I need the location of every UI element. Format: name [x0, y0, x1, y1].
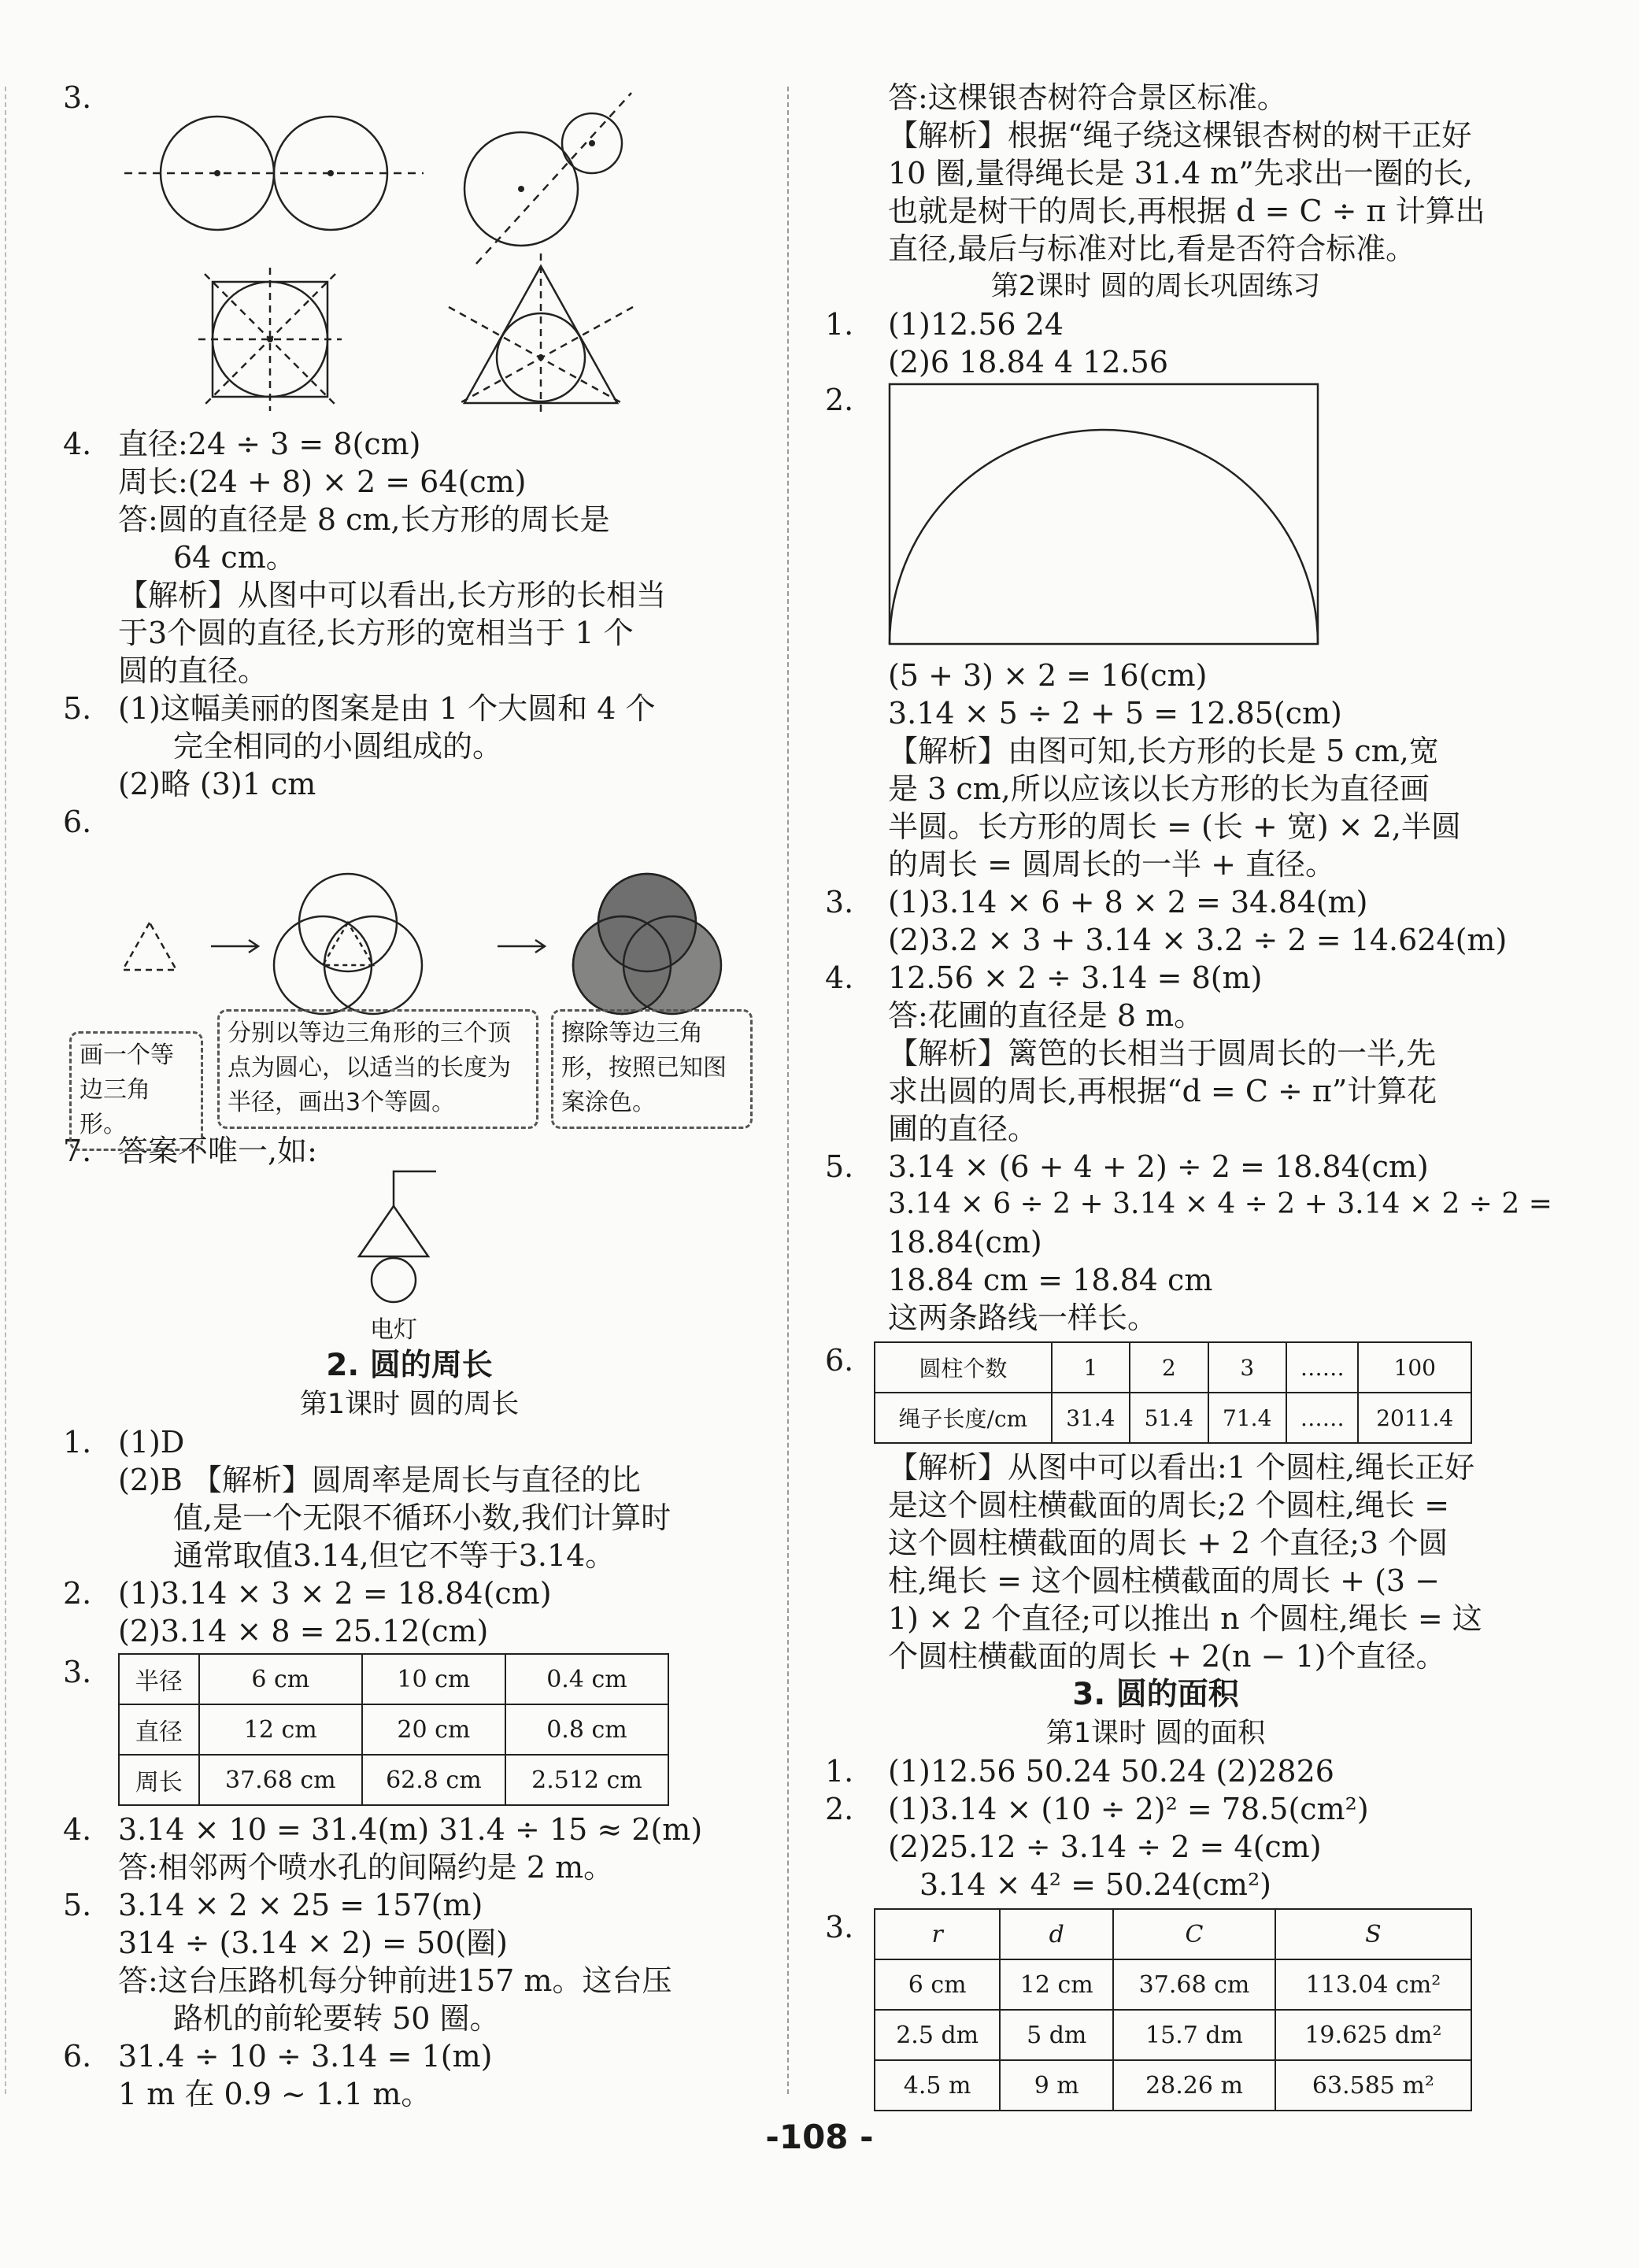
l2-q6-analysis-3: 这个圆柱横截面的周长 + 2 个直径;3 个圆 — [888, 1526, 1448, 1560]
table-cell: 15.7 dm — [1113, 2010, 1275, 2060]
l2-q1-line-2: (2)6 18.84 4 12.56 — [888, 345, 1168, 379]
l2-q4-analysis-3: 圃的直径。 — [888, 1112, 1038, 1146]
table-row — [875, 1393, 1471, 1443]
q6-construction-drawing — [63, 827, 756, 1031]
s2-q2-line-1: 2. (1)3.14 × 3 × 2 = 18.84(cm) — [63, 1576, 552, 1611]
tree-answer: 答:这棵银杏树符合景区标准。 — [888, 80, 1287, 115]
table-row — [119, 1704, 668, 1755]
table-row — [875, 1909, 1471, 1959]
table-cell: 31.4 — [1052, 1393, 1130, 1443]
l2-q4-number: 4. — [825, 960, 854, 995]
s2-q4-line-2: 答:相邻两个喷水孔的间隔约是 2 m。 — [118, 1850, 614, 1885]
table-cell: 2011.4 — [1358, 1393, 1471, 1443]
table-row — [875, 2060, 1471, 2111]
q7-lamp-figure — [63, 1170, 756, 1344]
table-cell: S — [1275, 1909, 1471, 1959]
table-cell: C — [1113, 1909, 1275, 1959]
q5-line-2: 完全相同的小圆组成的。 — [173, 729, 503, 764]
table-row — [119, 1654, 668, 1704]
q4-analysis-end: 圆的直径。 — [118, 653, 268, 688]
table-cell: 12 cm — [199, 1704, 362, 1755]
lesson-2-title: 第2课时 圆的周长巩固练习 — [990, 271, 1321, 302]
table-cell: 绳子长度/cm — [875, 1393, 1052, 1443]
s2-q1-line-4: 通常取值3.14,但它不等于3.14。 — [173, 1538, 616, 1573]
s2-q5-line-2: 314 ÷ (3.14 × 2) = 50(圈) — [118, 1926, 508, 1960]
l2-q5-line-5: 这两条路线一样长。 — [888, 1300, 1158, 1335]
s3-q2-line-3: 3.14 × 4² = 50.24(cm²) — [919, 1867, 1272, 1902]
table-cell: 0.8 cm — [505, 1704, 668, 1755]
q3-geometry-drawings — [63, 79, 756, 425]
tree-analysis-2: 10 圈,量得绳长是 31.4 m”先求出一圈的长, — [888, 156, 1473, 191]
l2-q1-line-1: 1. (1)12.56 24 — [825, 307, 1064, 342]
section-3-title: 3. 圆的面积 — [1072, 1677, 1239, 1712]
table-cell: 51.4 — [1130, 1393, 1208, 1443]
s2-q6-number: 6. — [63, 2039, 92, 2074]
table-cell: 63.585 m² — [1275, 2060, 1471, 2111]
s3-q2-line-2: (2)25.12 ÷ 3.14 ÷ 2 = 4(cm) — [888, 1830, 1322, 1864]
l2-q3-line-1: 3. (1)3.14 × 6 + 8 × 2 = 34.84(m) — [825, 885, 1368, 919]
q3-number: 3. — [63, 80, 92, 115]
l2-q2-analysis-2: 是 3 cm,所以应该以长方形的长为直径画 — [888, 771, 1430, 806]
q7-line: 7. 答案不唯一,如: — [63, 1134, 317, 1168]
s2-q1-number: 1. — [63, 1425, 92, 1460]
table-cell: d — [1000, 1909, 1113, 1959]
l2-q2-analysis-1: 【解析】由图可知,长方形的长是 5 cm,宽 — [888, 734, 1439, 768]
q6-step1-box: 画一个等边三角形。 — [69, 1031, 203, 1151]
table-cell: 4.5 m — [875, 2060, 1000, 2111]
table-cell: 直径 — [119, 1704, 199, 1755]
q4-answer: 答:圆的直径是 8 cm,长方形的周长是 — [118, 502, 610, 537]
table-cell: 37.68 cm — [1113, 1959, 1275, 2010]
s2-q5-number: 5. — [63, 1888, 92, 1922]
table-cell: 1 — [1052, 1342, 1130, 1393]
l2-q5-line-1: 5. 3.14 × (6 + 4 + 2) ÷ 2 = 18.84(cm) — [825, 1149, 1429, 1184]
table-cell: 28.26 m — [1113, 2060, 1275, 2111]
table-cell: 12 cm — [1000, 1959, 1113, 2010]
table-row — [875, 2010, 1471, 2060]
table-cell: 10 cm — [362, 1654, 505, 1704]
table-cell: r — [875, 1909, 1000, 1959]
s2-q5-line-3: 答:这台压路机每分钟前进157 m。这台压 — [118, 1963, 672, 1998]
table-cell: 5 dm — [1000, 2010, 1113, 2060]
radius-diameter-table — [118, 1653, 669, 1806]
table-cell: 2.5 dm — [875, 2010, 1000, 2060]
table-cell: 圆柱个数 — [875, 1342, 1052, 1393]
table-cell: 3 — [1208, 1342, 1286, 1393]
right-column — [825, 79, 1552, 2111]
l2-q6 — [825, 1341, 1486, 1444]
q4-analysis: 【解析】从图中可以看出,长方形的长相当 — [118, 578, 667, 612]
s3-q2-number: 2. — [825, 1792, 854, 1826]
l2-q2-line-2: 3.14 × 5 ÷ 2 + 5 = 12.85(cm) — [888, 696, 1342, 731]
l2-q6-number: 6. — [825, 1343, 854, 1378]
l2-q4-line-1: 4. 12.56 × 2 ÷ 3.14 = 8(m) — [825, 960, 1263, 995]
q4-analysis-cont: 于3个圆的直径,长方形的宽相当于 1 个 — [118, 616, 634, 650]
table-cell: …… — [1286, 1393, 1359, 1443]
q6-number: 6. — [63, 805, 92, 839]
l2-q2-number: 2. — [825, 383, 854, 417]
s2-q3 — [63, 1653, 756, 1806]
s3-q3 — [825, 1908, 1486, 2111]
s2-q3-number: 3. — [63, 1655, 92, 1689]
l2-q4-answer: 答:花圃的直径是 8 m。 — [888, 998, 1204, 1033]
l2-q5-line-3: 18.84(cm) — [888, 1225, 1042, 1260]
l2-q6-analysis-2: 是这个圆柱横截面的周长;2 个圆柱,绳长 = — [888, 1488, 1450, 1522]
section-3-lesson-title: 第1课时 圆的面积 — [1045, 1718, 1266, 1749]
s2-q5-line-1: 5. 3.14 × 2 × 25 = 157(m) — [63, 1888, 483, 1922]
table-cell: 6 cm — [199, 1654, 362, 1704]
l2-q4-analysis-2: 求出圆的周长,再根据“d = C ÷ π”计算花 — [888, 1074, 1437, 1108]
table-cell: 100 — [1358, 1342, 1471, 1393]
s2-q1-line-1: 1. (1)D — [63, 1425, 185, 1460]
q5-number: 5. — [63, 691, 92, 726]
page-edge-line — [5, 87, 6, 2094]
table-cell: 0.4 cm — [505, 1654, 668, 1704]
table-cell: 19.625 dm² — [1275, 2010, 1471, 2060]
section-2-lesson-title: 第1课时 圆的周长 — [299, 1389, 520, 1420]
l2-q3-line-2: (2)3.2 × 3 + 3.14 × 3.2 ÷ 2 = 14.624(m) — [888, 923, 1508, 957]
l2-q6-analysis-5: 1) × 2 个直径;可以推出 n 个圆柱,绳长 = 这 — [888, 1601, 1482, 1636]
s3-q3-number: 3. — [825, 1910, 854, 1944]
q4-answer-cont: 64 cm。 — [173, 540, 296, 575]
l2-q2-analysis-3: 半圆。长方形的周长 = (长 + 宽) × 2,半圆 — [888, 809, 1461, 844]
l2-q5-number: 5. — [825, 1149, 854, 1184]
table-row — [875, 1959, 1471, 2010]
q6-step2-box: 分别以等边三角形的三个顶点为圆心，以适当的长度为半径，画出3个等圆。 — [217, 1009, 538, 1129]
l2-q5-line-2: 3.14 × 6 ÷ 2 + 3.14 × 4 ÷ 2 + 3.14 × 2 ÷ 2 = — [888, 1188, 1552, 1220]
cylinder-rope-table — [874, 1341, 1472, 1444]
s3-q1-number: 1. — [825, 1754, 854, 1789]
lamp-drawing — [63, 1170, 756, 1308]
q4-line-1: 4. 直径:24 ÷ 3 = 8(cm) — [63, 427, 421, 461]
q3-figures — [63, 79, 756, 425]
l2-q2-line-1: (5 + 3) × 2 = 16(cm) — [888, 658, 1208, 693]
tree-analysis-1: 【解析】根据“绳子绕这棵银杏树的树干正好 — [888, 118, 1472, 153]
q4-line-2: 周长:(24 + 8) × 2 = 64(cm) — [118, 464, 527, 499]
tree-analysis-3: 也就是树干的周长,再根据 d = C ÷ π 计算出 — [888, 194, 1485, 228]
table-row — [119, 1755, 668, 1805]
l2-q2-figure — [825, 381, 1486, 657]
page-number: -108 - — [765, 2118, 874, 2156]
l2-q6-analysis-4: 柱,绳长 = 这个圆柱横截面的周长 + (3 − — [888, 1563, 1440, 1598]
table-cell: 周长 — [119, 1755, 199, 1805]
s2-q5-line-4: 路机的前轮要转 50 圈。 — [173, 2001, 500, 2036]
table-cell: …… — [1286, 1342, 1359, 1393]
s2-q1-line-2: (2)B 【解析】圆周率是周长与直径的比 — [118, 1463, 641, 1497]
table-cell: 113.04 cm² — [1275, 1959, 1471, 2010]
table-cell: 2 — [1130, 1342, 1208, 1393]
table-cell: 71.4 — [1208, 1393, 1286, 1443]
tree-analysis-4: 直径,最后与标准对比,看是否符合标准。 — [888, 231, 1416, 266]
section-2-title: 2. 圆的周长 — [326, 1348, 493, 1383]
s3-q1-line: 1. (1)12.56 50.24 50.24 (2)2826 — [825, 1754, 1334, 1789]
s2-q4-line-1: 4. 3.14 × 10 = 31.4(m) 31.4 ÷ 15 ≈ 2(m) — [63, 1812, 703, 1847]
l2-q1-number: 1. — [825, 307, 854, 342]
table-cell: 半径 — [119, 1654, 199, 1704]
table-cell: 37.68 cm — [199, 1755, 362, 1805]
table-cell: 9 m — [1000, 2060, 1113, 2111]
l2-q6-analysis-6: 个圆柱横截面的周长 + 2(n − 1)个直径。 — [888, 1639, 1446, 1674]
l2-q6-analysis-1: 【解析】从图中可以看出:1 个圆柱,绳长正好 — [888, 1450, 1475, 1485]
l2-q5-line-4: 18.84 cm = 18.84 cm — [888, 1263, 1213, 1297]
semicircle-in-rectangle — [825, 381, 1486, 657]
q7-number: 7. — [63, 1134, 92, 1168]
table-row — [875, 1342, 1471, 1393]
lamp-caption: 电灯 — [370, 1316, 417, 1344]
left-column — [63, 79, 756, 2113]
q4-number: 4. — [63, 427, 92, 461]
s3-q2-line-1: 2. (1)3.14 × (10 ÷ 2)² = 78.5(cm²) — [825, 1792, 1369, 1826]
table-cell: 20 cm — [362, 1704, 505, 1755]
s2-q2-number: 2. — [63, 1576, 92, 1611]
s2-q1-line-3: 值,是一个无限不循环小数,我们计算时 — [173, 1500, 672, 1535]
circle-area-table — [874, 1908, 1472, 2111]
q6-steps-figure — [63, 803, 756, 1138]
q5-line-3: (2)略 (3)1 cm — [118, 767, 316, 801]
s2-q6-line-2: 1 m 在 0.9 ~ 1.1 m。 — [118, 2077, 431, 2111]
l2-q4-analysis-1: 【解析】篱笆的长相当于圆周长的一半,先 — [888, 1036, 1437, 1071]
column-divider — [787, 87, 789, 2094]
l2-q2-analysis-4: 的周长 = 圆周长的一半 + 直径。 — [888, 847, 1335, 882]
q6-step3-box: 擦除等边三角形，按照已知图案涂色。 — [551, 1009, 753, 1129]
s2-q4-number: 4. — [63, 1812, 92, 1847]
table-cell: 62.8 cm — [362, 1755, 505, 1805]
table-cell: 6 cm — [875, 1959, 1000, 2010]
s2-q2-line-2: (2)3.14 × 8 = 25.12(cm) — [118, 1614, 489, 1648]
s2-q6-line-1: 6. 31.4 ÷ 10 ÷ 3.14 = 1(m) — [63, 2039, 493, 2074]
table-cell: 2.512 cm — [505, 1755, 668, 1805]
l2-q3-number: 3. — [825, 885, 854, 919]
q5-line-1: 5. (1)这幅美丽的图案是由 1 个大圆和 4 个 — [63, 691, 656, 726]
